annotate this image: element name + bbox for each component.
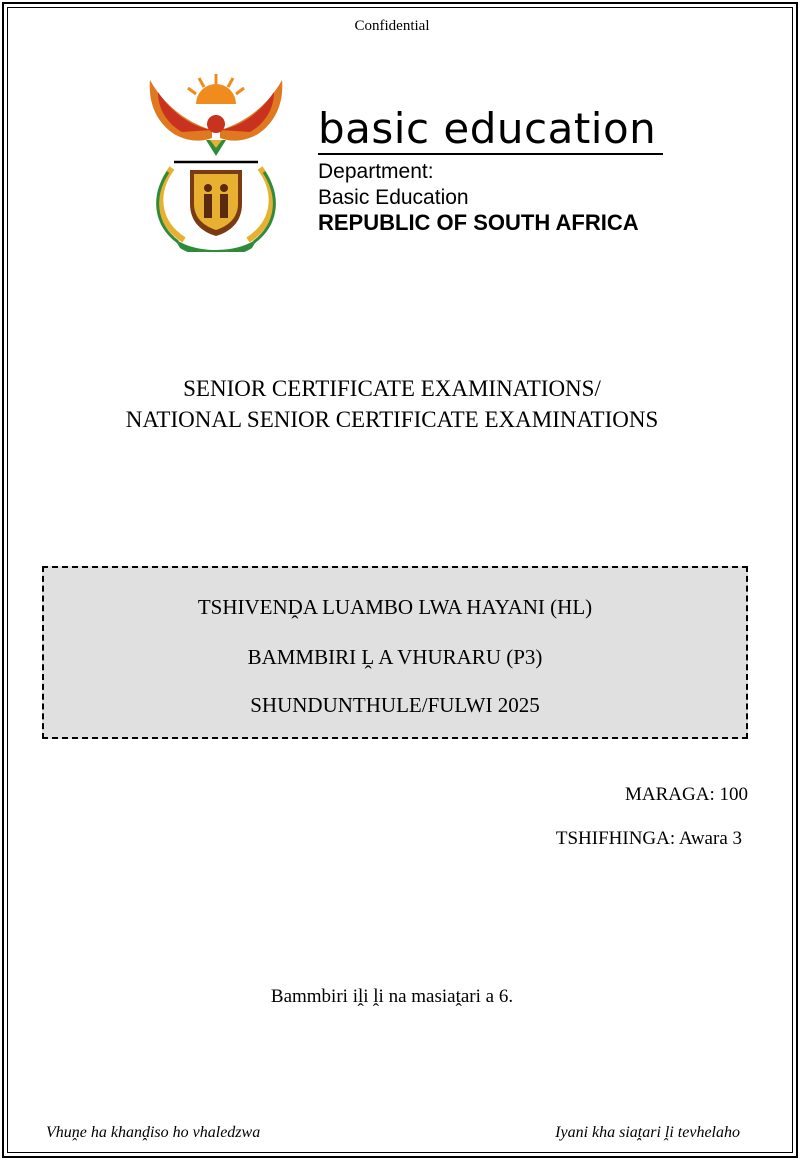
coat-of-arms-logo <box>144 72 288 252</box>
secretary-bird-icon <box>207 115 225 133</box>
footer-copyright: Vhuṋe ha khanḓiso ho vhaledzwa <box>46 1124 261 1141</box>
exam-session: SHUNDUNTHULE/FULWI 2025 <box>250 693 540 717</box>
rising-sun-icon <box>188 74 244 104</box>
subject-box <box>42 566 748 739</box>
exam-title-line-2: NATIONAL SENIOR CERTIFICATE EXAMINATIONS <box>125 407 659 432</box>
country-name: REPUBLIC OF SOUTH AFRICA <box>318 210 639 235</box>
shield-icon <box>190 170 242 236</box>
paper-number: BAMMBIRI Ḽ A VHURARU (P3) <box>247 645 543 669</box>
department-label: Department: <box>318 160 434 183</box>
page-count-note: Bammbiri iḽi ḽi na masiaṱari a 6. <box>270 986 514 1007</box>
department-name: Basic Education <box>318 186 469 209</box>
brand-title: basic education <box>318 104 657 153</box>
total-marks: MARAGA: 100 <box>625 784 748 805</box>
confidential-label: Confidential <box>354 18 430 34</box>
subject-name: TSHIVENḒA LUAMBO LWA HAYANI (HL) <box>197 595 593 619</box>
motto-ribbon <box>174 238 258 252</box>
footer-continue: Iyani kha siaṱari ḽi tevhelaho <box>555 1124 740 1141</box>
exam-duration: TSHIFHINGA: Awara 3 <box>555 828 742 849</box>
brand-divider <box>318 153 663 155</box>
exam-title <box>0 373 784 435</box>
exam-title-line-1: SENIOR CERTIFICATE EXAMINATIONS/ <box>183 376 601 401</box>
